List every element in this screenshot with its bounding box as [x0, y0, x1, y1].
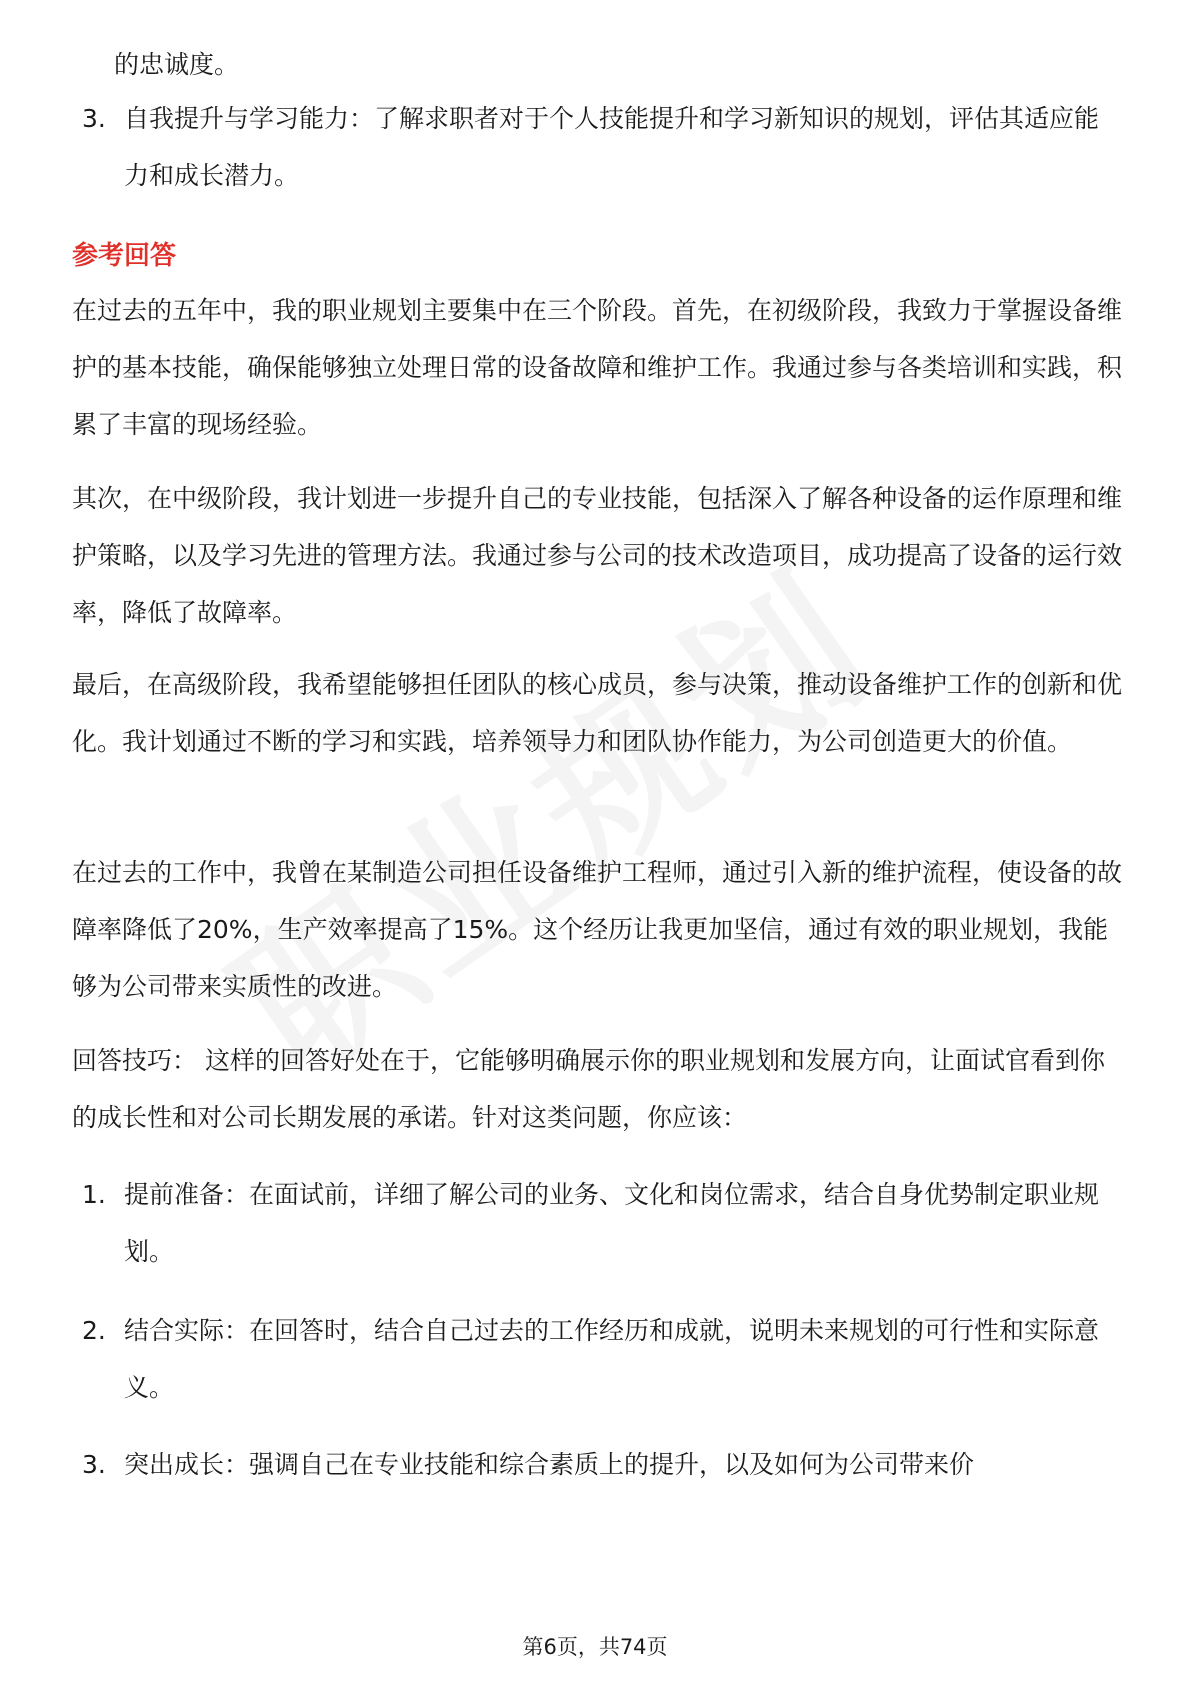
paragraph: 最后，在高级阶段，我希望能够担任团队的核心成员，参与决策，推动设备维护工作的创新和优化。我计划通过不断的学习和实践，培养领导力和团队协作能力，为公司创造更大的价值。: [72, 670, 1123, 756]
top-fragment: 的忠诚度。: [114, 50, 240, 79]
list-item-text: 结合实际：在回答时，结合自己过去的工作经历和成就，说明未来规划的可行性和实际意义。: [124, 1316, 1100, 1402]
page-footer: 第6页，共74页: [522, 1635, 668, 1659]
section-heading: 参考回答: [72, 241, 177, 271]
tips-intro-paragraph: 回答技巧： 这样的回答好处在于，它能够明确展示你的职业规划和发展方向，让面试官看到你的成长性和对公司长期发展的承诺。针对这类问题，你应该：: [72, 1046, 1105, 1132]
list-item-text: 突出成长：强调自己在专业技能和综合素质上的提升，以及如何为公司带来价: [124, 1450, 975, 1479]
list-item: [82, 1166, 1122, 1280]
list-item-text: 自我提升与学习能力：了解求职者对于个人技能提升和学习新知识的规划，评估其适应能力和成长潜力。: [124, 104, 1100, 190]
paragraph: 在过去的五年中，我的职业规划主要集中在三个阶段。首先，在初级阶段，我致力于掌握设备维护的基本技能，确保能够独立处理日常的设备故障和维护工作。我通过参与各类培训和实践，积累了丰富的现场经验。: [72, 296, 1123, 439]
list-item-text: 提前准备：在面试前，详细了解公司的业务、文化和岗位需求，结合自身优势制定职业规划。: [124, 1180, 1100, 1266]
list-number: 3.: [82, 104, 106, 133]
list-item: [82, 1302, 1122, 1416]
list-number: 1.: [82, 1180, 106, 1209]
list-number: 3.: [82, 1450, 106, 1479]
paragraph: 其次，在中级阶段，我计划进一步提升自己的专业技能，包括深入了解各种设备的运作原理和维护策略，以及学习先进的管理方法。我通过参与公司的技术改造项目，成功提高了设备的运行效率，降低了故障率。: [72, 484, 1123, 627]
list-item: [82, 1436, 1122, 1493]
list-number: 2.: [82, 1316, 106, 1345]
paragraph: 在过去的工作中，我曾在某制造公司担任设备维护工程师，通过引入新的维护流程，使设备的故障率降低了20%，生产效率提高了15%。这个经历让我更加坚信，通过有效的职业规划，我能够为公司带来实质性的改进。: [72, 858, 1123, 1001]
list-item: [82, 90, 1122, 204]
